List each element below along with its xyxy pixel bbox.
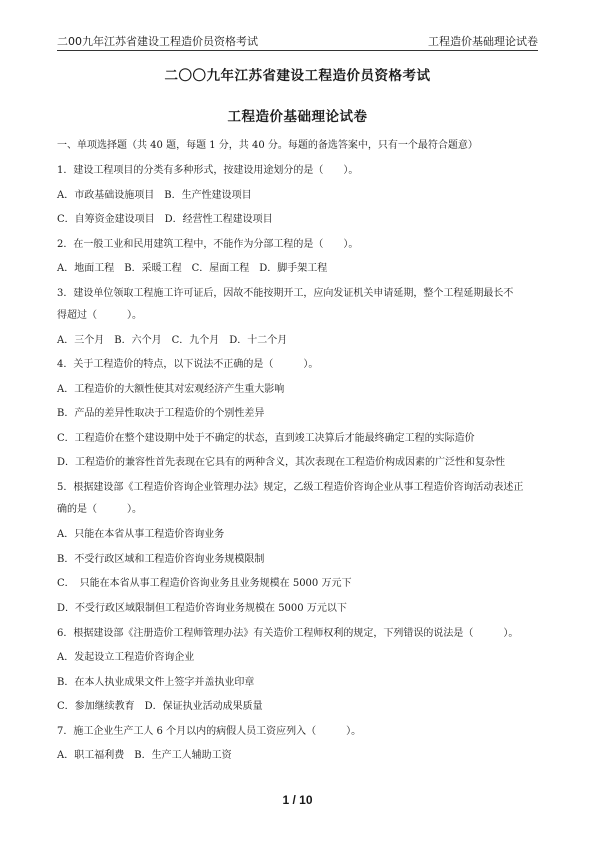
- running-header: [57, 33, 538, 51]
- text-line: B．在本人执业成果文件上签字并盖执业印章: [57, 677, 255, 688]
- text-line: A．市政基础设施项目 B．生产性建设项目: [57, 190, 252, 201]
- text-line: D．工程造价的兼容性首先表现在它具有的两种含义，其次表现在工程造价构成因素的广泛性和复杂性: [57, 457, 506, 468]
- document-subtitle: 工程造价基础理论试卷: [227, 109, 368, 125]
- text-line: C． 只能在本省从事工程造价咨询业务且业务规模在 5000 万元下: [57, 578, 352, 589]
- text-line: 1．建设工程项目的分类有多种形式，按建设用途划分的是（ ）。: [57, 165, 359, 176]
- document-title: 二〇〇九年江苏省建设工程造价员资格考试: [164, 68, 431, 84]
- text-line: 3．建设单位领取工程施工许可证后，因故不能按期开工，应向发证机关申请延期，整个工程延期最长不: [57, 288, 514, 299]
- header-left-text: 二00九年江苏省建设工程造价员资格考试: [57, 35, 258, 48]
- text-line: C．参加继续教育 D．保证执业活动成果质量: [57, 701, 263, 712]
- text-line: B．产品的差异性取决于工程造价的个别性差异: [57, 408, 265, 419]
- text-line: 4．关于工程造价的特点，以下说法不正确的是（ ）。: [57, 359, 319, 370]
- text-line: 确的是（ ）。: [57, 504, 142, 515]
- text-line: C．自筹资金建设项目 D．经营性工程建设项目: [57, 214, 273, 225]
- text-line: 7．施工企业生产工人 6 个月以内的病假人员工资应列入（ ）。: [57, 726, 362, 737]
- text-line: 一、单项选择题（共 40 题，每题 1 分，共 40 分。每题的备选答案中，只有一个最符合题意）: [57, 140, 478, 151]
- page-number: 1 / 10: [282, 793, 313, 807]
- text-line: A．工程造价的大额性使其对宏观经济产生重大影响: [57, 384, 285, 395]
- text-line: 6．根据建设部《注册造价工程师管理办法》有关造价工程师权利的规定，下列错误的说法是（ ）。: [57, 628, 519, 639]
- text-line: 2．在一般工业和民用建筑工程中，不能作为分部工程的是（ ）。: [57, 239, 359, 250]
- text-line: A．三个月 B．六个月 C．九个月 D．十二个月: [57, 335, 288, 346]
- header-right-text: 工程造价基础理论试卷: [428, 35, 538, 48]
- text-line: 5．根据建设部《工程造价咨询企业管理办法》规定，乙级工程造价咨询企业从事工程造价咨询活动表述正: [57, 482, 524, 493]
- text-line: A．地面工程 B．采暖工程 C．屋面工程 D．脚手架工程: [57, 263, 328, 274]
- text-line: A．只能在本省从事工程造价咨询业务: [57, 529, 225, 540]
- text-line: C．工程造价在整个建设期中处于不确定的状态，直到竣工决算后才能最终确定工程的实际造价: [57, 433, 475, 444]
- text-line: 得超过（ ）。: [57, 310, 142, 321]
- header-rule: [57, 50, 538, 51]
- text-line: A．发起设立工程造价咨询企业: [57, 652, 195, 663]
- text-line: A．职工福利费 B．生产工人辅助工资: [57, 750, 232, 761]
- text-line: B．不受行政区域和工程造价咨询业务规模限制: [57, 554, 265, 565]
- text-line: D．不受行政区域限制但工程造价咨询业务规模在 5000 万元以下: [57, 603, 347, 614]
